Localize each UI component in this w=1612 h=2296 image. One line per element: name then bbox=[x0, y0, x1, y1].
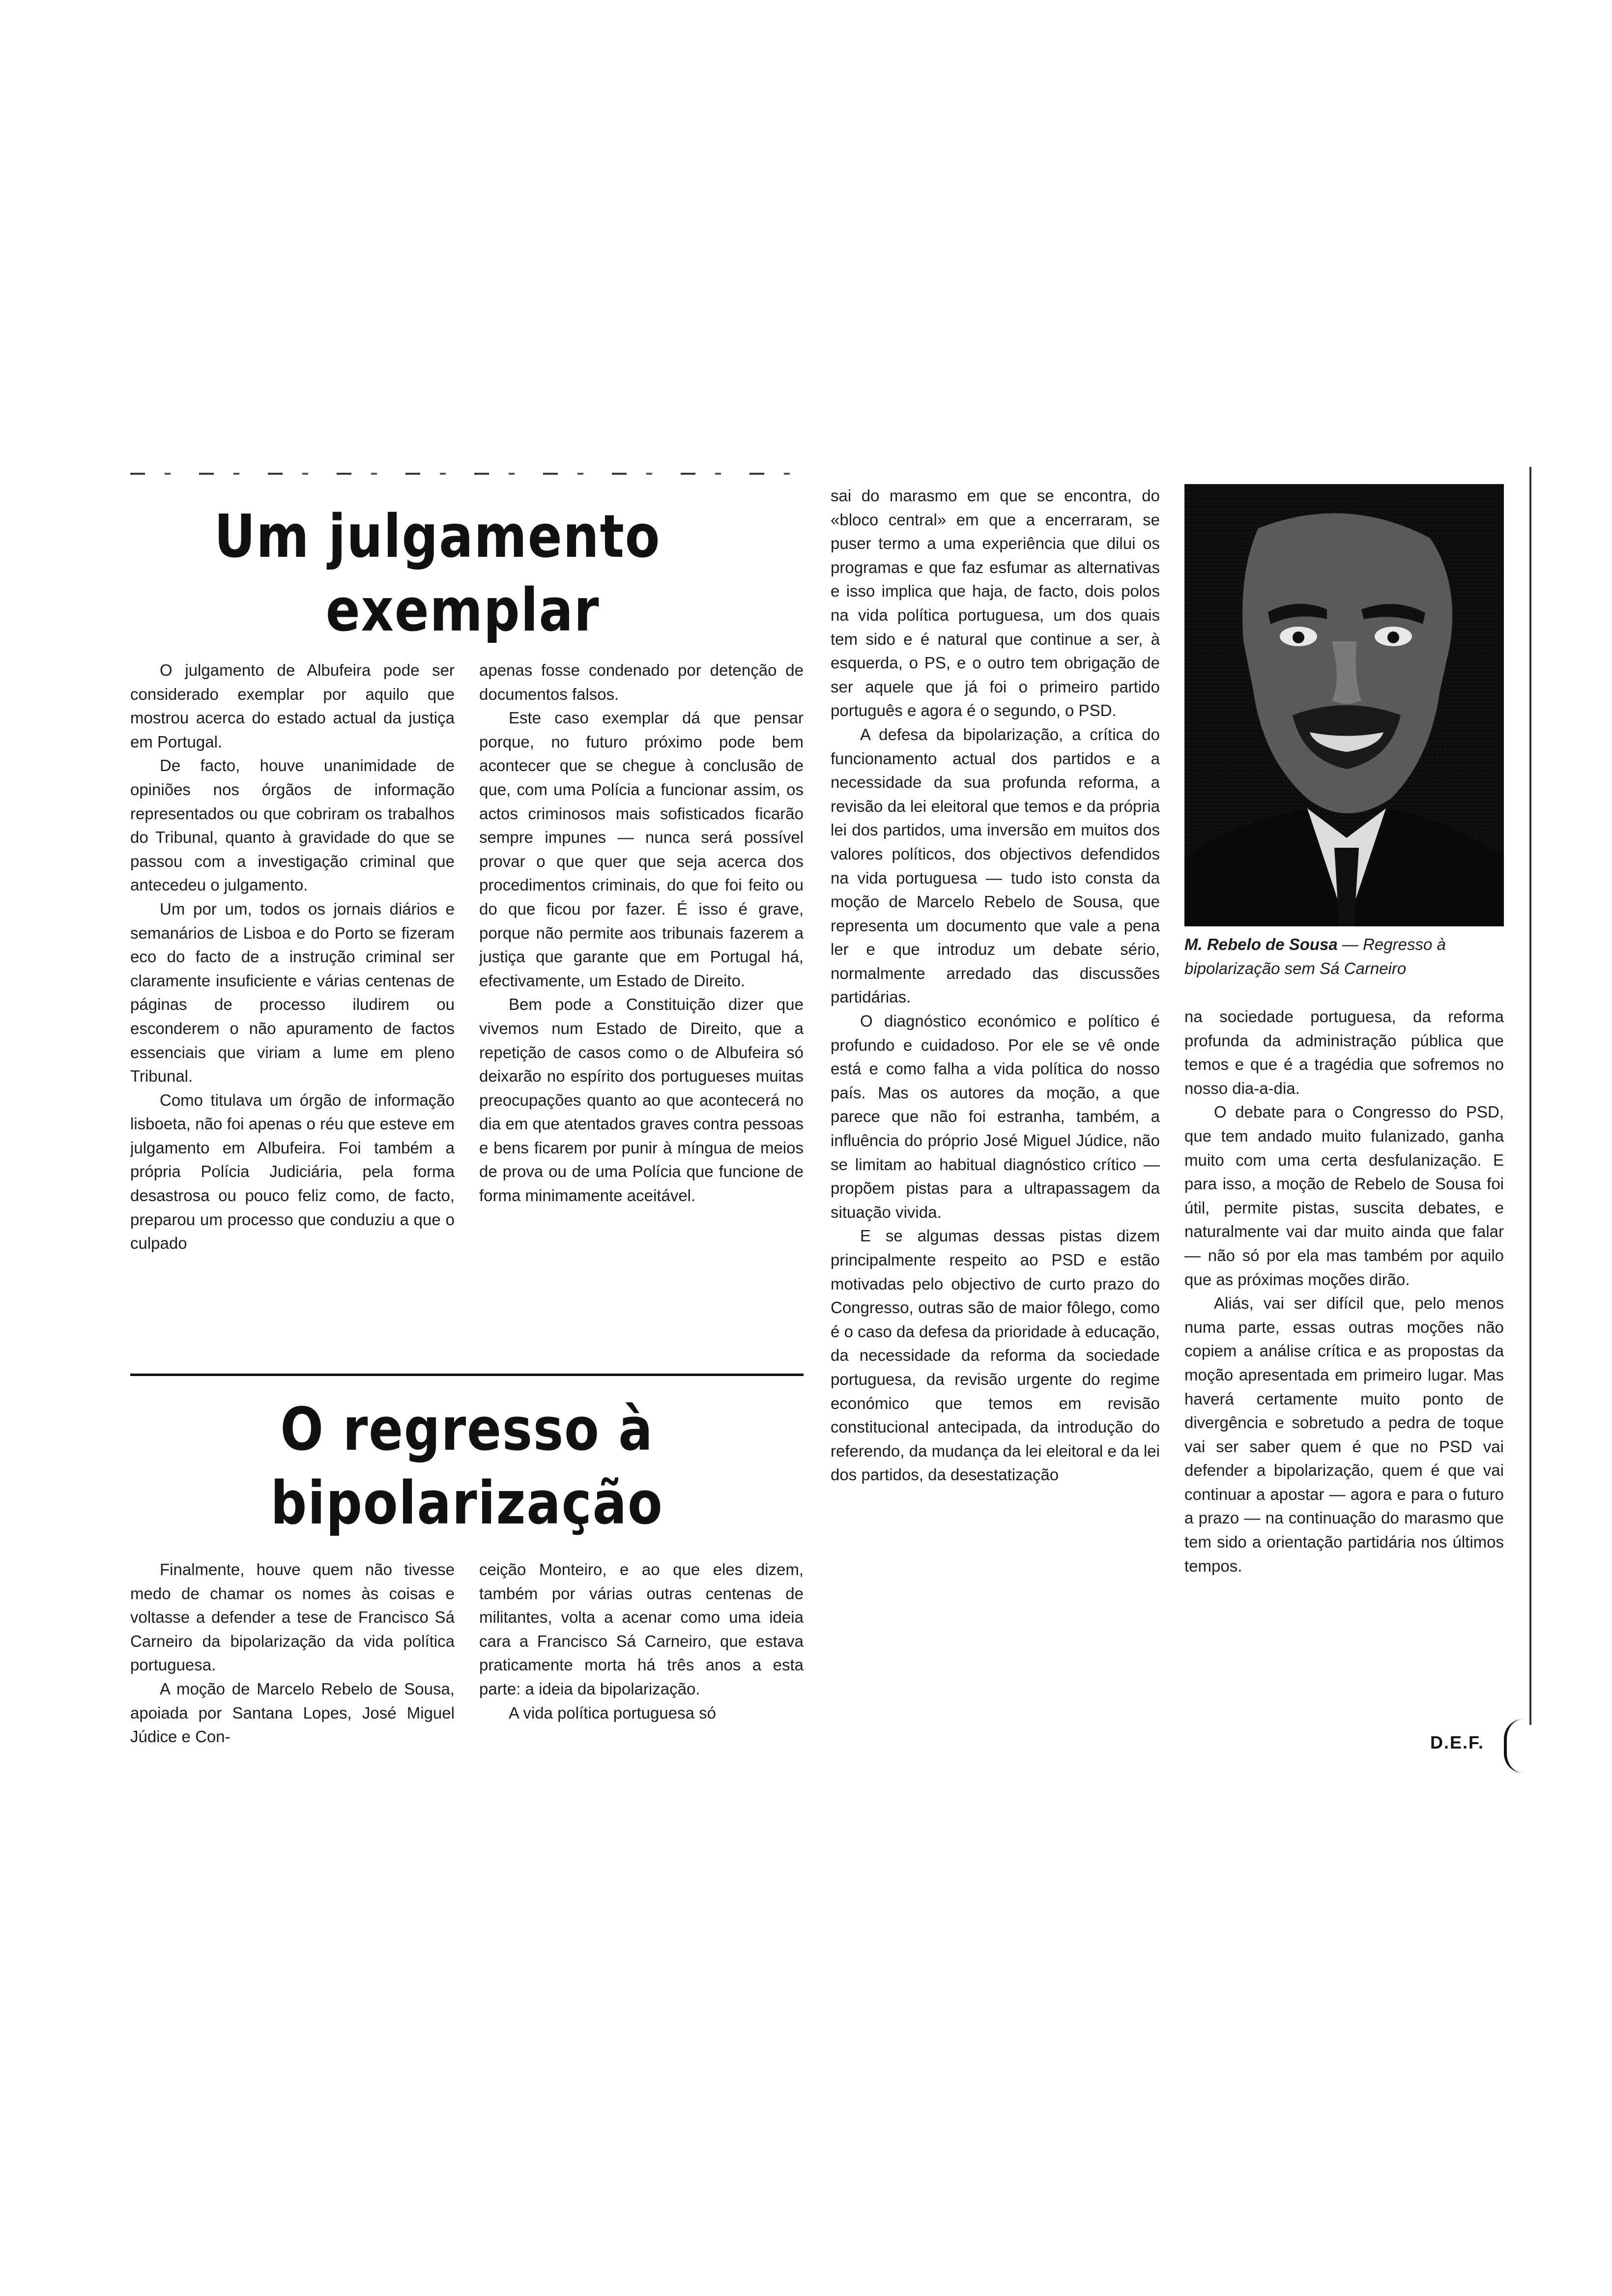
article2-paragraph: E se algumas dessas pistas dizem principalmente respeito ao PSD e estão motivadas pelo objectivo de curto prazo do Congresso, outras são de maior fôlego, como é o caso da defesa da prioridade à educação, da necessidade da reforma da sociedade portuguesa, da revisão urgente do regime económico que temos em revisão constitucional antecipada, da introdução do referendo, da mudança da lei eleitoral e da lei dos partidos, da desestatização bbox=[831, 1227, 1160, 1484]
article1-paragraph: Um por um, todos os jornais diários e semanários de Lisboa e do Porto se fizeram eco do facto de a instrução criminal ser claramente insuficiente e várias centenas de páginas de processo iludirem ou esconderem o não apuramento de factos essenciais que viriam a lume em pleno Tribunal. bbox=[130, 899, 455, 1086]
headline-julgamento bbox=[201, 500, 674, 648]
headline-bipolarizacao-line2: bipolarização bbox=[270, 1469, 663, 1538]
article2-paragraph: na sociedade portuguesa, da reforma profunda da administração pública que temos e que é a tragédia que sofremos no nosso dia-a-dia. bbox=[1184, 1007, 1504, 1097]
article2-column-4 bbox=[1184, 1005, 1504, 1727]
article2-column-2 bbox=[479, 1558, 804, 1779]
article2-paragraph: Aliás, vai ser difícil que, pelo menos numa parte, essas outras moções não copiem a análise crítica e as propostas da moção apresentada em primeiro lugar. Mas haverá certamente muito ponto de divergência e sobretudo a pedra de toque vai ser saber quem é que no PSD vai defender a bipolarização, quem é que vai continuar a apostar — agora e para o futuro a prazo — na continuação do marasmo que tem sido a orientação partidária nos últimos tempos. bbox=[1184, 1294, 1504, 1575]
article2-paragraph: A vida política portuguesa só bbox=[509, 1703, 716, 1722]
article2-column-1 bbox=[130, 1558, 455, 1779]
article2-column-3 bbox=[831, 484, 1160, 1781]
right-border-line bbox=[1529, 467, 1531, 1725]
article2-paragraph: sai do marasmo em que se encontra, do «bloco central» em que a encerraram, se puser termo a uma experiência que dilui os programas e que faz esfumar as alternativas e isso implica que haja, de facto, dois polos na vida política portuguesa, um dos quais tem sido e é natural que continue a ser, à esquerda, o PS, e o outro tem obrigação de ser aquele que já foi o primeiro partido português e agora é o segundo, o PSD. bbox=[831, 487, 1160, 720]
article2-paragraph: A moção de Marcelo Rebelo de Sousa, apoiada por Santana Lopes, José Miguel Júdice e Con- bbox=[130, 1679, 455, 1746]
article2-paragraph: Finalmente, houve quem não tivesse medo de chamar os nomes às coisas e voltasse a defender a tese de Francisco Sá Carneiro da bipolarização da vida política portuguesa. bbox=[130, 1560, 455, 1674]
article1-paragraph: De facto, houve unanimidade de opiniões nos órgãos de informação representados ou que cobriram os trabalhos do Tribunal, quanto à gravidade do que se passou com a investigação criminal que antecedeu o julgamento. bbox=[130, 756, 455, 894]
signature-bracket bbox=[1504, 1719, 1524, 1773]
article1-paragraph: apenas fosse condenado por detenção de documentos falsos. bbox=[479, 661, 804, 703]
article1-paragraph: Bem pode a Constituição dizer que vivemos num Estado de Direito, que a repetição de casos como o de Albufeira só deixarão no espírito dos portugueses muitas preocupações quanto ao que acontecerá no dia em que atentados graves contra pessoas e bens ficarem por punir à míngua de meios de prova ou de uma Polícia que funcione de forma minimamente aceitável. bbox=[479, 995, 804, 1205]
caption-name: M. Rebelo de Sousa bbox=[1184, 935, 1338, 953]
article1-column-1 bbox=[130, 659, 455, 1351]
article1-paragraph: Este caso exemplar dá que pensar porque, no futuro próximo pode bem acontecer que se chegue à conclusão de que, com uma Polícia a funcionar assim, os actos criminosos mais sofisticados ficarão sempre impunes — nunca será possível provar o que quer que seja acerca dos procedimentos criminais, do que foi feito ou do que ficou por fazer. É isso é grave, porque não permite aos tribunais fazerem a justiça que garante que em Portugal há, efectivamente, um Estado de Direito. bbox=[479, 709, 804, 990]
headline-bipolarizacao-line1: O regresso à bbox=[280, 1396, 654, 1464]
top-rule bbox=[130, 473, 799, 475]
article1-column-2 bbox=[479, 659, 804, 1351]
portrait-photo bbox=[1184, 484, 1504, 926]
portrait-image bbox=[1184, 484, 1504, 926]
article2-paragraph: A defesa da bipolarização, a crítica do funcionamento actual dos partidos e a necessidade da sua profunda reforma, a revisão da lei eleitoral que temos e da própria lei dos partidos, uma inversão em muitos dos valores políticos, dos objectivos defendidos na vida portuguesa — tudo isto consta da moção de Marcelo Rebelo de Sousa, que representa um documento que vale a pena ler e que introduz um debate sério, normalmente arredado das discussões partidárias. bbox=[831, 725, 1160, 1006]
photo-caption bbox=[1184, 933, 1504, 980]
caption-text: — Regresso à bipolarização sem Sá Carneiro bbox=[1184, 935, 1446, 977]
article1-paragraph: Como titulava um órgão de informação lisboeta, não foi apenas o réu que esteve em julgamento em Albufeira. Foi também a própria Polícia Judiciária, pela forma desastrosa ou pouco feliz como, de facto, preparou um processo que conduziu a que o culpado bbox=[130, 1091, 455, 1253]
article2-paragraph: ceição Monteiro, e ao que eles dizem, também por várias outras centenas de militantes, volta a acenar como uma ideia cara a Francisco Sá Carneiro, que estava praticamente morta há três anos a esta parte: a ideia da bipolarização. bbox=[479, 1560, 804, 1698]
headline-bipolarizacao bbox=[256, 1393, 678, 1541]
headline-julgamento-line1: Um julgamento bbox=[214, 503, 661, 571]
article2-paragraph: O diagnóstico económico e político é profundo e cuidadoso. Por ele se vê onde está e como falha a vida política do nosso país. Mas os autores da moção, a que parece que não foi estranha, também, a influência do próprio José Miguel Júdice, não se limitam ao habitual diagnóstico crítico — propõem pistas para a ultrapassagem da situação vivida. bbox=[831, 1012, 1160, 1221]
article2-paragraph: O debate para o Congresso do PSD, que tem andado muito fulanizado, ganha muito com uma certa desfulanização. E para isso, a moção de Rebelo de Sousa foi útil, permite pistas, suscita debates, e naturalmente vai dar muito ainda que falar — não só por ela mas também por aquilo que as próximas moções dirão. bbox=[1184, 1103, 1504, 1289]
article1-paragraph: O julgamento de Albufeira pode ser considerado exemplar por aquilo que mostrou acerca do estado actual da justiça em Portugal. bbox=[130, 661, 455, 751]
article-separator-rule bbox=[130, 1374, 804, 1376]
author-signature: D.E.F. bbox=[1430, 1732, 1485, 1752]
headline-julgamento-line2: exemplar bbox=[325, 576, 600, 645]
